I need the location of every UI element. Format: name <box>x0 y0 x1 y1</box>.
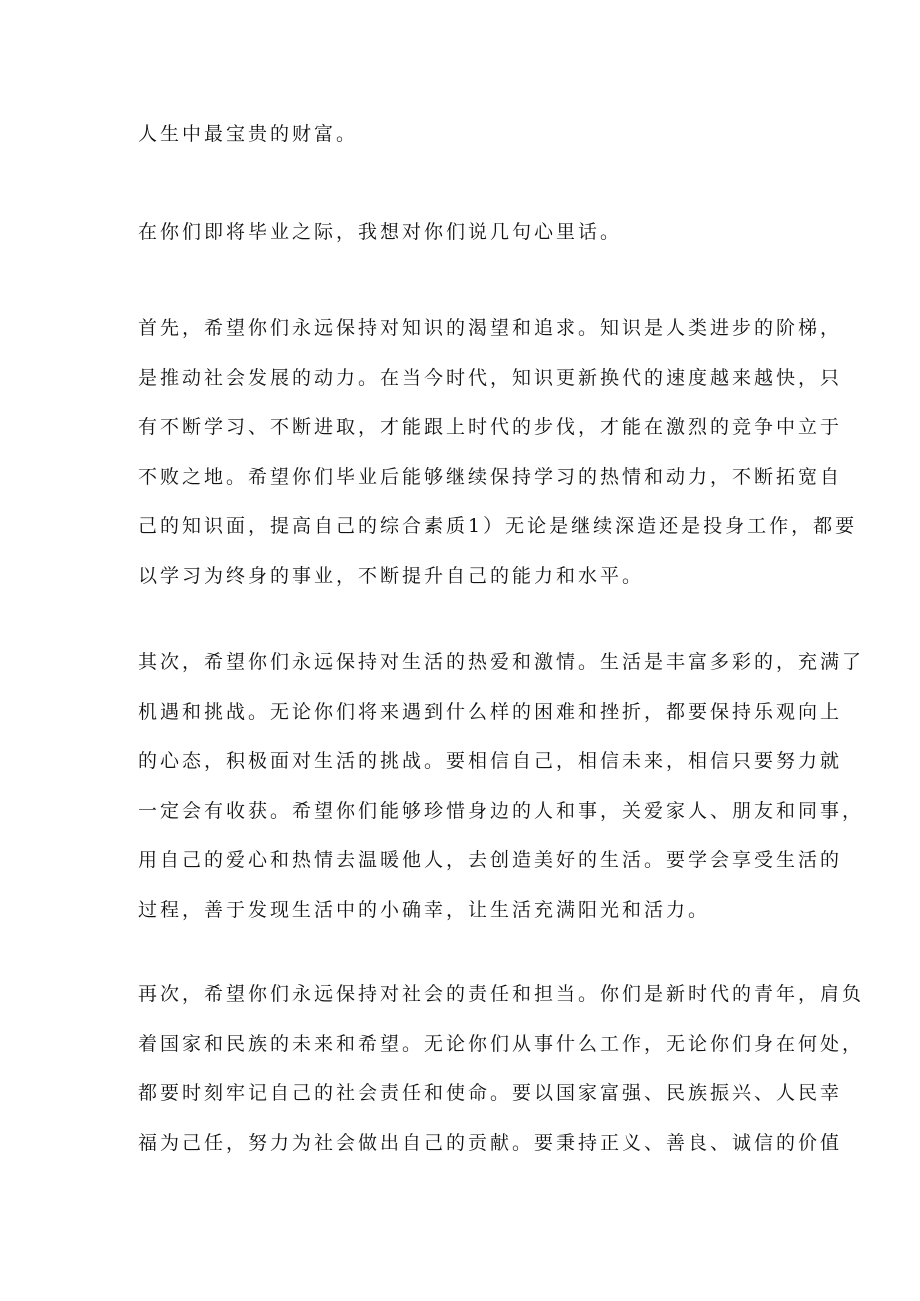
text-line: 是推动社会发展的动力。在当今时代，知识更新换代的速度越来越快，只 <box>138 366 843 389</box>
text-line: 有不断学习、不断进取，才能跟上时代的步伐，才能在激烈的竞争中立于 <box>138 416 843 438</box>
text-line: 过程，善于发现生活中的小确幸，让生活充满阳光和活力。 <box>138 898 711 921</box>
text-line: 一定会有收获。希望你们能够珍惜身边的人和事，关爱家人、朋友和同事， <box>138 799 865 822</box>
text-line: 都要时刻牢记自己的社会责任和使命。要以国家富强、民族振兴、人民幸 <box>138 1082 843 1104</box>
paragraph-3 <box>138 304 858 601</box>
text-line: 人生中最宝贵的财富。 <box>138 123 359 145</box>
paragraph-1 <box>138 110 798 160</box>
text-line: 首先，希望你们永远保持对知识的渴望和追求。知识是人类进步的阶梯， <box>138 317 843 339</box>
text-line: 机遇和挑战。无论你们将来遇到什么样的困难和挫折，都要保持乐观向上 <box>138 700 843 723</box>
text-line: 的心态，积极面对生活的挑战。要相信自己，相信未来，相信只要努力就 <box>138 750 843 772</box>
text-line: 再次，希望你们永远保持对社会的责任和担当。你们是新时代的青年，肩负 <box>138 983 865 1005</box>
paragraph-5 <box>138 970 865 1168</box>
text-line: 己的知识面，提高自己的综合素质1）无论是继续深造还是投身工作，都要 <box>138 515 858 537</box>
text-line: 在你们即将毕业之际，我想对你们说几句心里话。 <box>138 221 623 243</box>
paragraph-4 <box>138 638 865 935</box>
text-line: 以学习为终身的事业，不断提升自己的能力和水平。 <box>138 564 645 587</box>
text-line: 着国家和民族的未来和希望。无论你们从事什么工作，无论你们身在何处， <box>138 1032 865 1055</box>
text-line: 用自己的爱心和热情去温暖他人，去创造美好的生活。要学会享受生活的 <box>138 849 843 871</box>
text-line: 其次，希望你们永远保持对生活的热爱和激情。生活是丰富多彩的，充满了 <box>138 651 865 673</box>
text-line: 福为己任，努力为社会做出自己的贡献。要秉持正义、善良、诚信的价值 <box>138 1131 843 1154</box>
paragraph-2 <box>138 208 798 258</box>
text-line: 不败之地。希望你们毕业后能够继续保持学习的热情和动力，不断拓宽自 <box>138 465 843 488</box>
